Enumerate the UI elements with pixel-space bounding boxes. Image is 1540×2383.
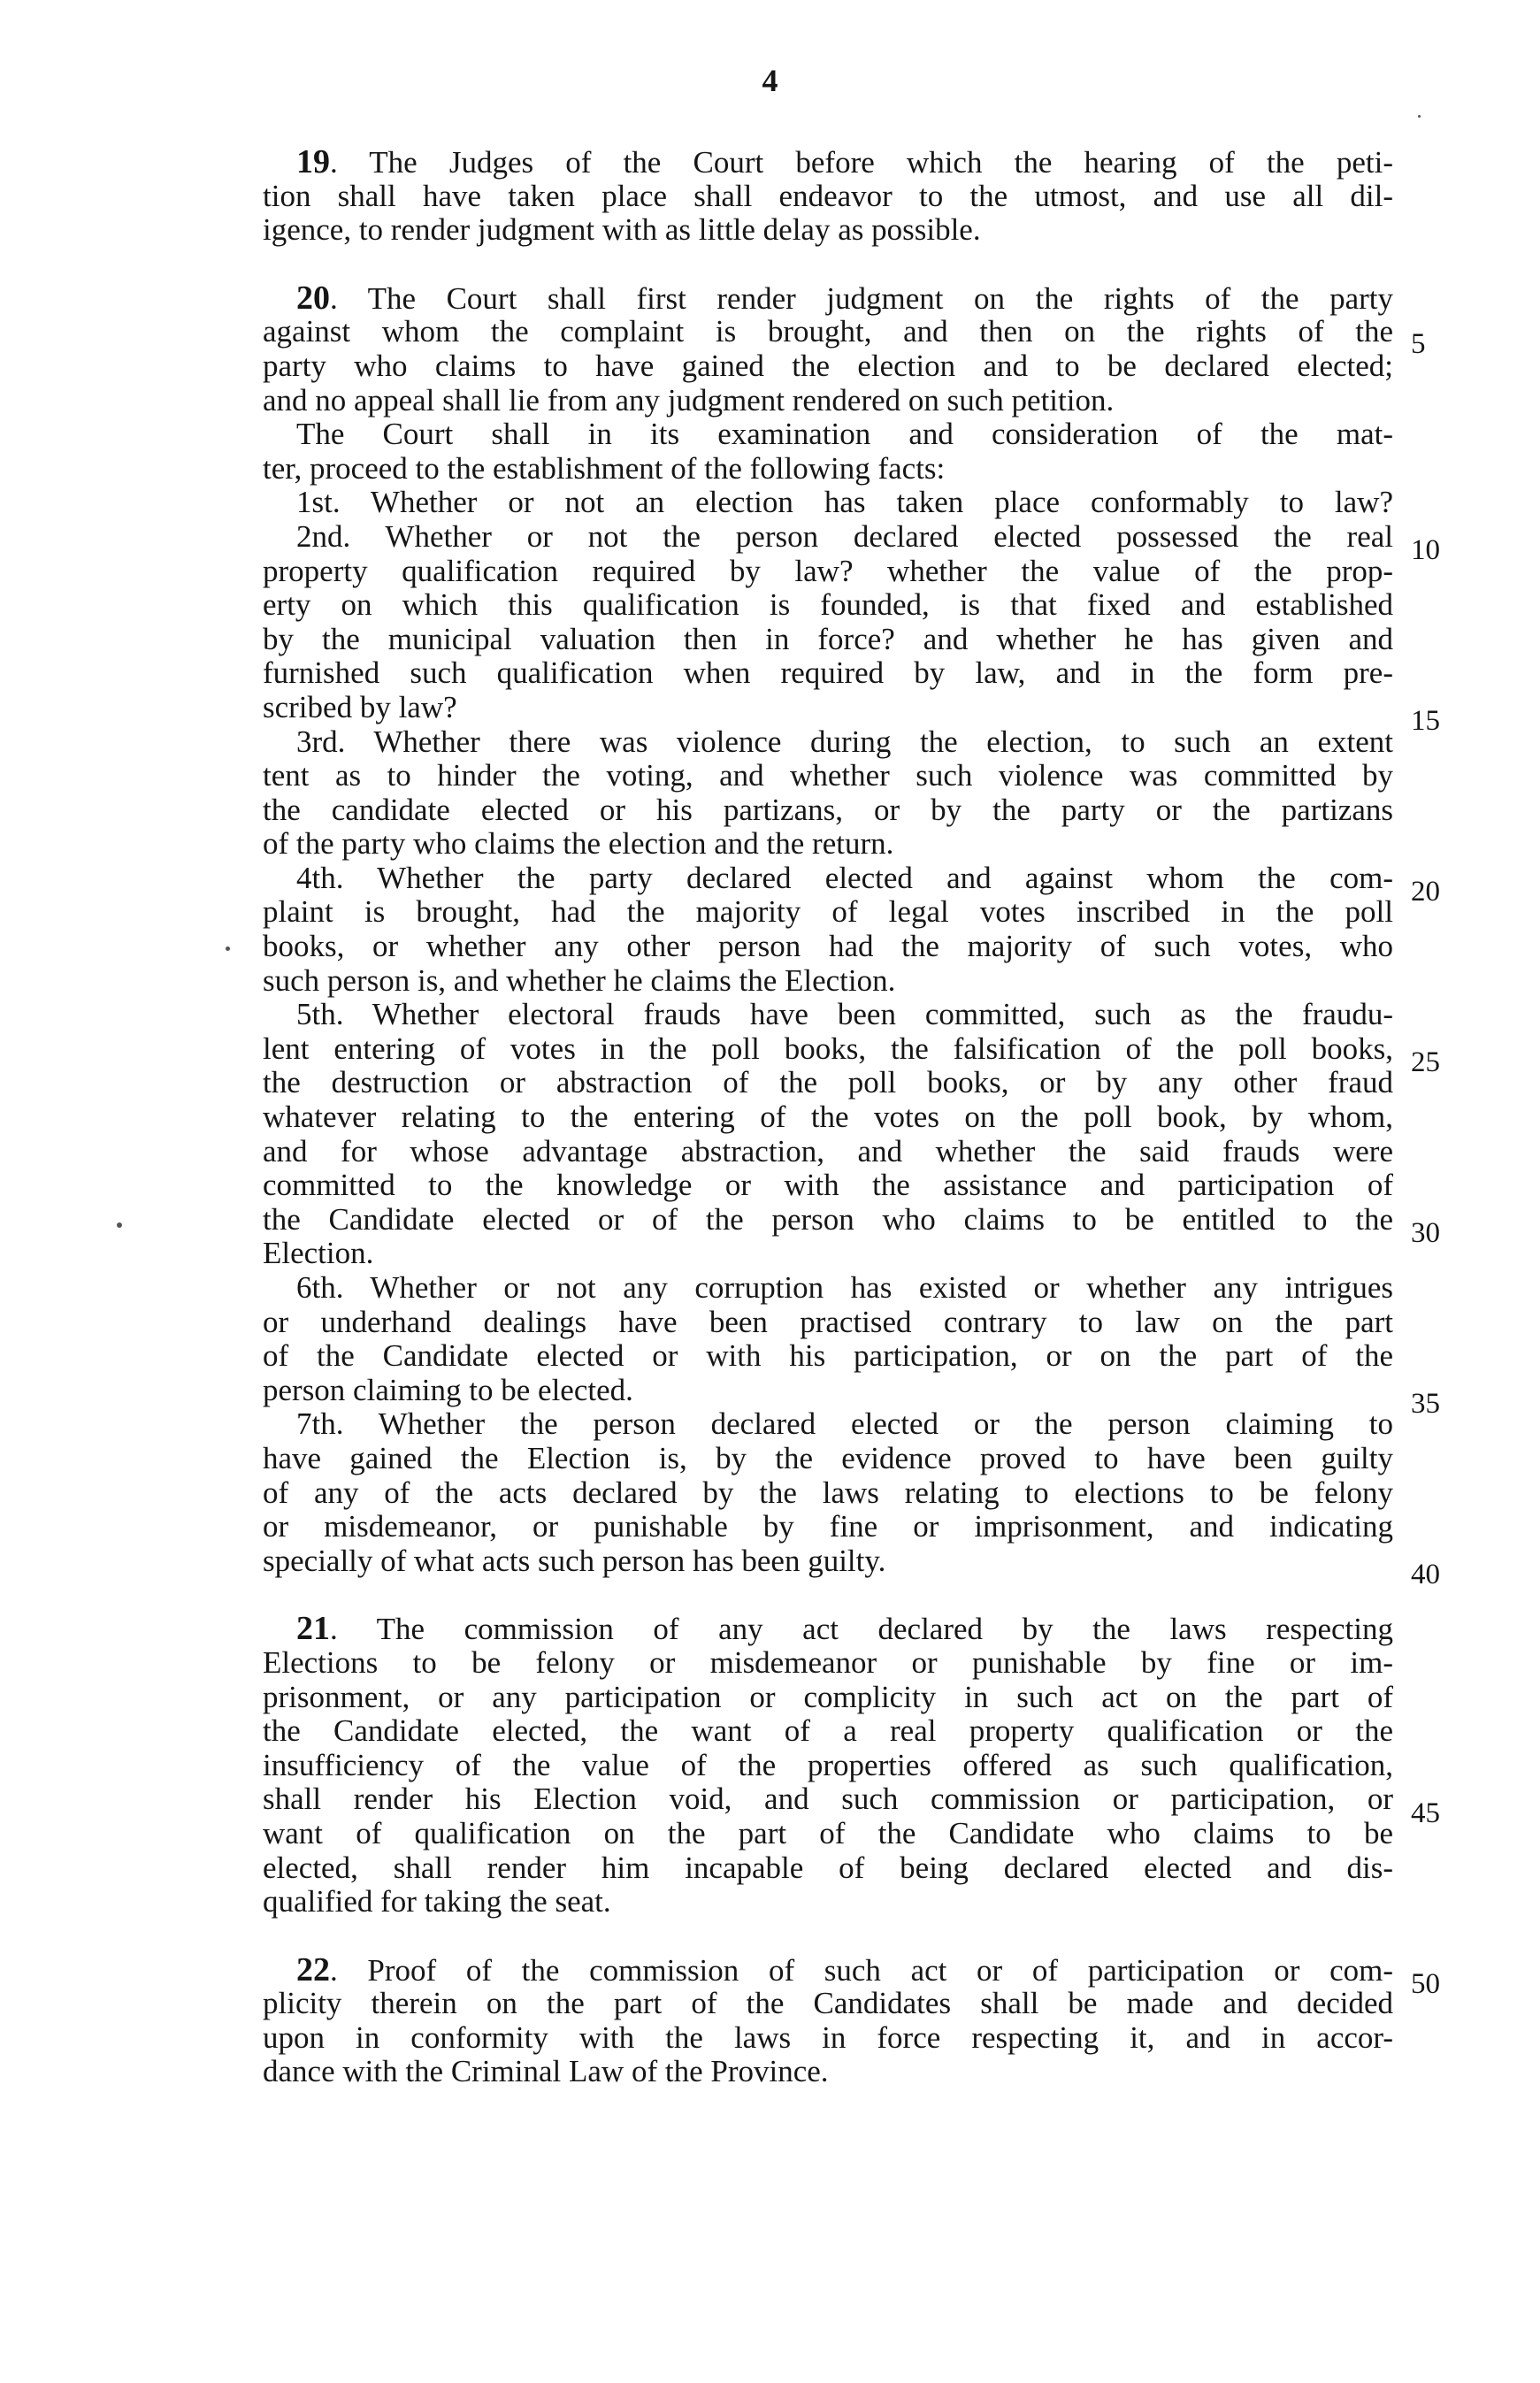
line-number: 30 [1411,1217,1440,1249]
scan-speck [117,1222,122,1228]
section-19 [263,145,1393,248]
text-line: 1st. Whether or not an election has taken place conformably to law? [296,485,1393,520]
text-line: of the Candidate elected or with his participation, or on the part of the [263,1338,1393,1374]
text-line: committed to the knowledge or with the assistance and participation of [263,1168,1393,1203]
text-line: the Candidate elected, the want of a real property qualification or the [263,1713,1393,1749]
line-number: 15 [1411,705,1440,737]
text-line: books, or whether any other person had the majority of such votes, who [263,929,1393,964]
text-line: whatever relating to the entering of the votes on the poll book, by whom, [263,1100,1393,1135]
section-20 [263,281,1393,1579]
page-number: 4 [762,63,778,98]
section-number: 21 [296,1610,330,1648]
text-line: elected, shall render him incapable of being declared elected and dis- [263,1850,1393,1885]
text-line: such person is, and whether he claims the Election. [263,962,896,998]
text-line: 7th. Whether the person declared elected or the person claiming to [296,1406,1393,1442]
text-line: furnished such qualification when required by law, and in the form pre- [263,655,1393,691]
text-line: Election. [263,1236,374,1271]
section-number: 22 [296,1950,330,1988]
text-line: of the party who claims the election and the return. [263,826,894,862]
text-line: of any of the acts declared by the laws relating to elections to be felony [263,1475,1393,1510]
text-line: or underhand dealings have been practised contrary to law on the part [263,1304,1393,1339]
text-line: party who claims to have gained the election and to be declared elected; [263,348,1393,383]
text-line: the Candidate elected or of the person who claims to be entitled to the [263,1201,1393,1237]
text-line: 5th. Whether electoral frauds have been committed, such as the fraudu- [296,997,1393,1032]
line-number: 5 [1411,328,1426,360]
text-line: insufficiency of the value of the properties offered as such qualification, [263,1747,1393,1782]
scan-speck [1418,115,1421,118]
line-number: 25 [1411,1046,1440,1078]
section-22 [263,1950,1393,2089]
text-line: the destruction or abstraction of the poll books, or by any other fraud [263,1065,1393,1100]
text-line: 22. Proof of the commission of such act or of participation or com- [296,1950,1393,1988]
text-line: 2nd. Whether or not the person declared elected possessed the real [296,518,1393,554]
text-line: dance with the Criminal Law of the Province. [263,2054,829,2089]
line-number: 10 [1411,534,1440,566]
section-number: 20 [296,279,330,317]
text-line: against whom the complaint is brought, and then on the rights of the [263,314,1393,349]
text-line: 21. The commission of any act declared by the laws respecting [296,1610,1393,1648]
section-21 [263,1612,1393,1919]
line-number: 20 [1411,876,1440,908]
text-line: prisonment, or any participation or complicity in such act on the part of [263,1679,1393,1714]
text-line: 3rd. Whether there was violence during the election, to such an extent [296,724,1393,759]
text-line: 6th. Whether or not any corruption has existed or whether any intrigues [296,1270,1393,1305]
text-line: upon in conformity with the laws in force respecting it, and in accor- [263,2019,1393,2055]
text-line: tent as to hinder the voting, and whether such violence was committed by [263,758,1393,793]
text-line: 4th. Whether the party declared elected and against whom the com- [296,860,1393,895]
text-line: erty on which this qualification is founded, is that fixed and established [263,587,1393,623]
text-line: the candidate elected or his partizans, or by the party or the partizans [263,792,1393,827]
text-line: by the municipal valuation then in force? and whether he has given and [263,621,1393,656]
text-line: The Court shall in its examination and consideration of the mat- [296,417,1393,452]
text-line: shall render his Election void, and such commission or participation, or [263,1782,1393,1817]
text-line: person claiming to be elected. [263,1372,633,1407]
section-number: 19 [296,143,330,180]
text-line: scribed by law? [263,689,457,724]
text-line: and no appeal shall lie from any judgment rendered on such petition. [263,382,1115,418]
text-line: property qualification required by law? whether the value of the prop- [263,553,1393,588]
text-line: ter, proceed to the establishment of the following facts: [263,450,946,486]
line-number: 50 [1411,1968,1440,2000]
document-body [263,145,1393,2089]
text-line: lent entering of votes in the poll books, the falsification of the poll books, [263,1031,1393,1066]
text-line: want of qualification on the part of the Candidate who claims to be [263,1815,1393,1850]
text-line: specially of what acts such person has been guilty. [263,1543,886,1578]
text-line: 20. The Court shall first render judgment on the rights of the party [296,279,1393,317]
text-line: or misdemeanor, or punishable by fine or imprisonment, and indicating [263,1509,1393,1544]
text-line: Elections to be felony or misdemeanor or punishable by fine or im- [263,1644,1393,1680]
line-number: 35 [1411,1388,1440,1420]
text-line: tion shall have taken place shall endeavor to the utmost, and use all dil- [263,178,1393,213]
text-line: plaint is brought, had the majority of legal votes inscribed in the poll [263,894,1393,930]
text-line: qualified for taking the seat. [263,1884,611,1919]
text-line: igence, to render judgment with as little delay as possible. [263,212,981,248]
text-line: plicity therein on the part of the Candidates shall be made and decided [263,1986,1393,2021]
text-line: 19. The Judges of the Court before which the hearing of the peti- [296,143,1393,180]
text-line: and for whose advantage abstraction, and whether the said frauds were [263,1133,1393,1169]
line-number: 45 [1411,1797,1440,1829]
line-number: 40 [1411,1559,1440,1590]
text-line: have gained the Election is, by the evidence proved to have been guilty [263,1440,1393,1475]
scan-speck [226,946,230,951]
